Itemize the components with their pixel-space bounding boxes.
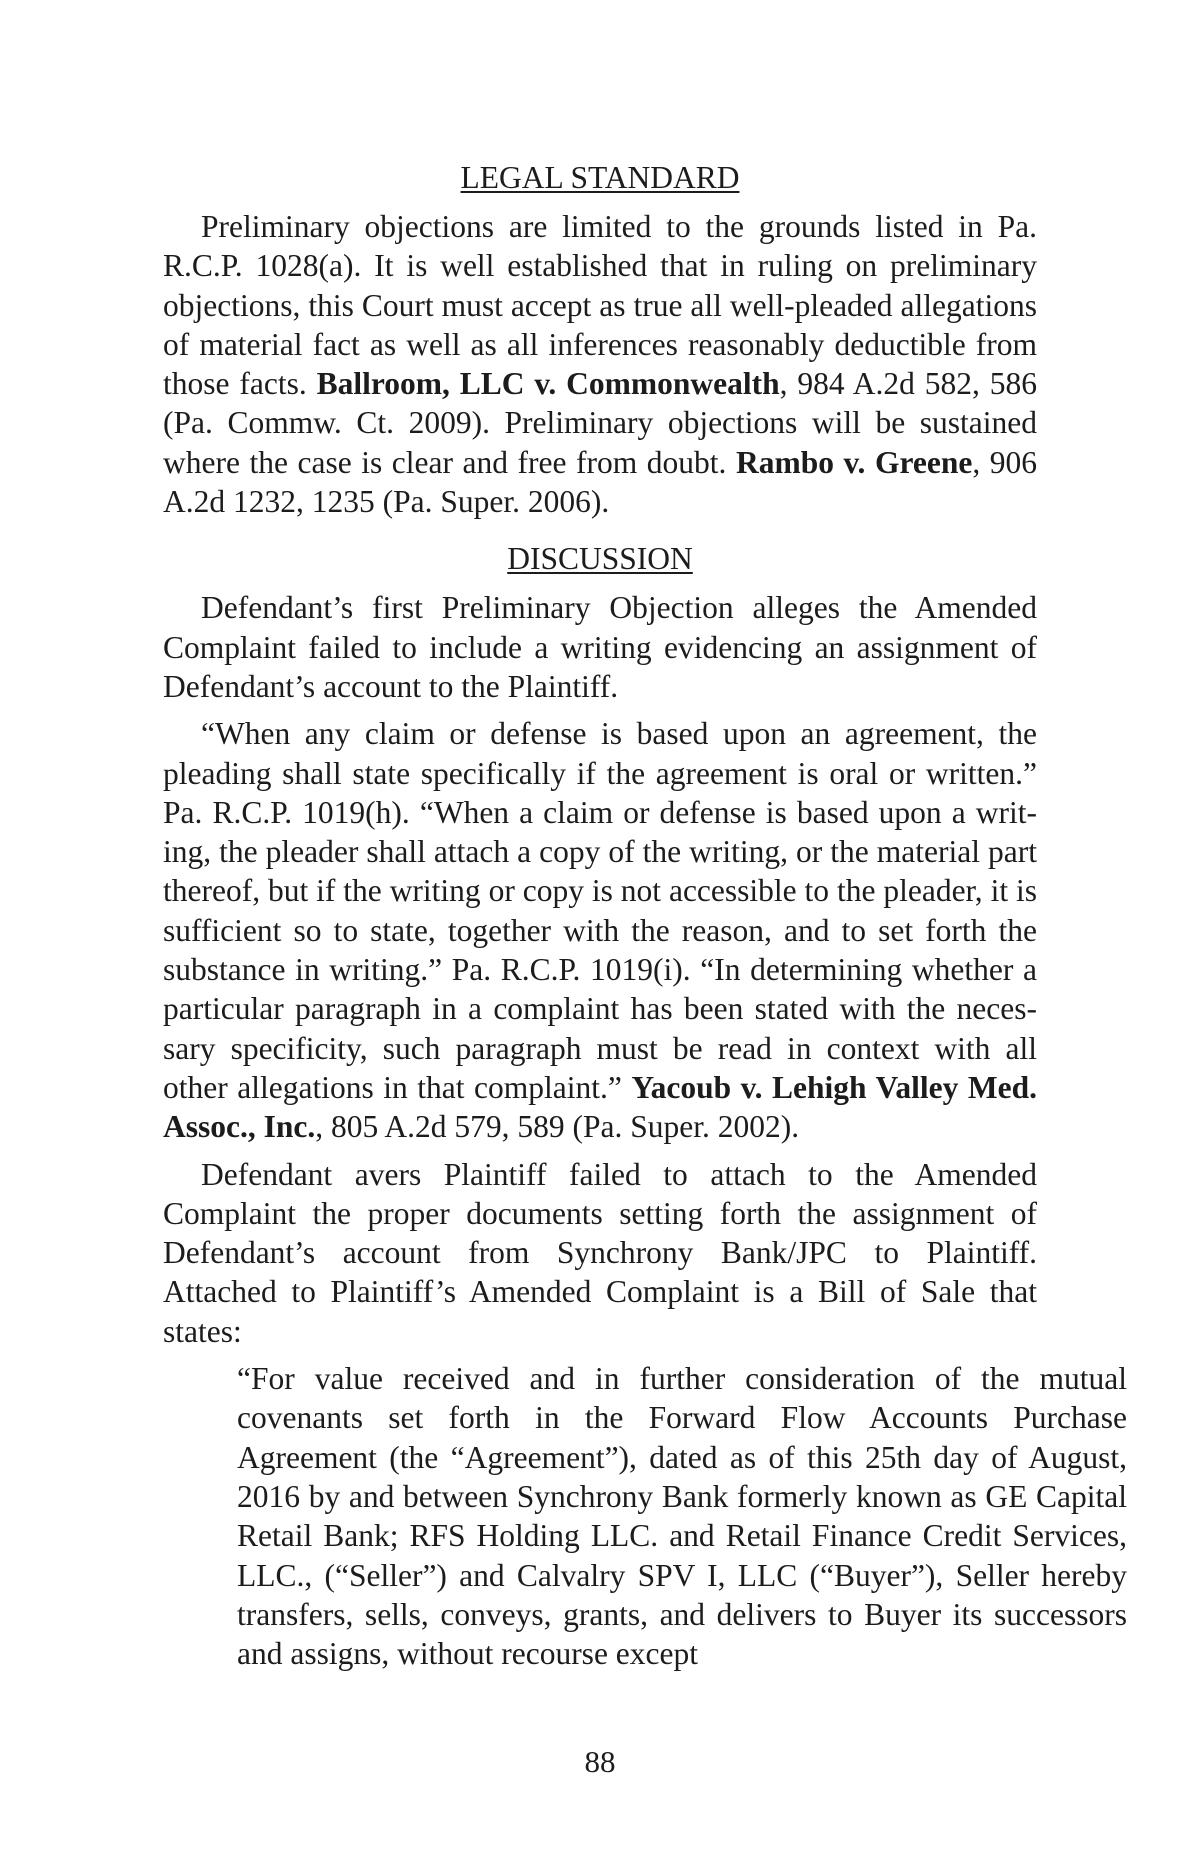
- legal-standard-paragraph: [163, 207, 1037, 521]
- discussion-heading: DISCUSSION: [507, 541, 693, 577]
- paragraph-text: , 906 A.2d 1232, 1235 (Pa. Super. 2006).: [163, 444, 1037, 520]
- paragraph-text: Preliminary objections are limited to the grounds listed in Pa. R.C.P. 1028(a). It is well established that in ruling on preliminary objections, this Court must accept as true all well-pleaded allegations of material fact as well as all inferences reasonably deductible from those facts.: [163, 209, 1037, 402]
- paragraph-text: , 984 A.2d 582, 586 (Pa. Commw. Ct. 2009). Preliminary objections will be sustained where the case is clear and free from doubt.: [163, 366, 1037, 480]
- case-citation-yacoub: Yacoub v. Lehigh Valley Med. Assoc., Inc.: [163, 1069, 1037, 1145]
- page-number: 88: [584, 1744, 616, 1779]
- paragraph-text: Defendant avers Plaintiff failed to attach to the Amended Complaint the proper documents setting forth the assignment of Defendant’s account from Synchrony Bank/JPC to Plaintiff. Attached to Plaintiff’s Amended Complaint is a Bill of Sale that states:: [163, 1156, 1037, 1349]
- paragraph-text: , 805 A.2d 579, 589 (Pa. Super. 2002).: [315, 1109, 800, 1145]
- discussion-paragraph-2: [163, 714, 1037, 1146]
- legal-standard-heading: LEGAL STANDARD: [460, 160, 740, 195]
- discussion-paragraph-1: [163, 588, 1037, 706]
- case-citation-rambo: Rambo v. Greene: [735, 444, 973, 480]
- paragraph-text: Defendant’s first Preliminary Objection alleges the Amended Complaint failed to include a writing evidencing an assignment of Defendant’s account to the Plaintiff.: [163, 590, 1037, 704]
- case-citation-ballroom: Ballroom, LLC v. Commonwealth: [316, 366, 780, 402]
- paragraph-text: “When any claim or defense is based upon an agreement, the pleading shall state specifically if the agreement is oral or written.” Pa. R.C.P. 1019(h). “When a claim or defense is based upon a writing, the pleader shall attach a copy of the writing, or the material part thereof, but if the writing or copy is not accessible to the pleader, it is sufficient so to state, together with the reason, and to set forth the substance in writing.” Pa. R.C.P. 1019(i). “In determining whether a particular paragraph in a complaint has been stated with the necessary specificity, such paragraph must be read in context with all other allegations in that complaint.”: [163, 716, 1037, 1105]
- page-body: [163, 158, 1127, 1673]
- discussion-paragraph-3: [163, 1155, 1037, 1351]
- bill-of-sale-quote: “For value received and in further consideration of the mutual covenants set forth in the Forward Flow Accounts Purchase Agreement (the “Agreement”), dated as of this 25th day of August, 2016 by and between Synchrony Bank formerly known as GE Capital Retail Bank; RFS Holding LLC. and Retail Finance Credit Services, LLC., (“Seller”) and Calvalry SPV I, LLC (“Buyer”), Seller hereby transfers, sells, conveys, grants, and delivers to Buyer its successors and assigns, without recourse except: [237, 1361, 1127, 1672]
